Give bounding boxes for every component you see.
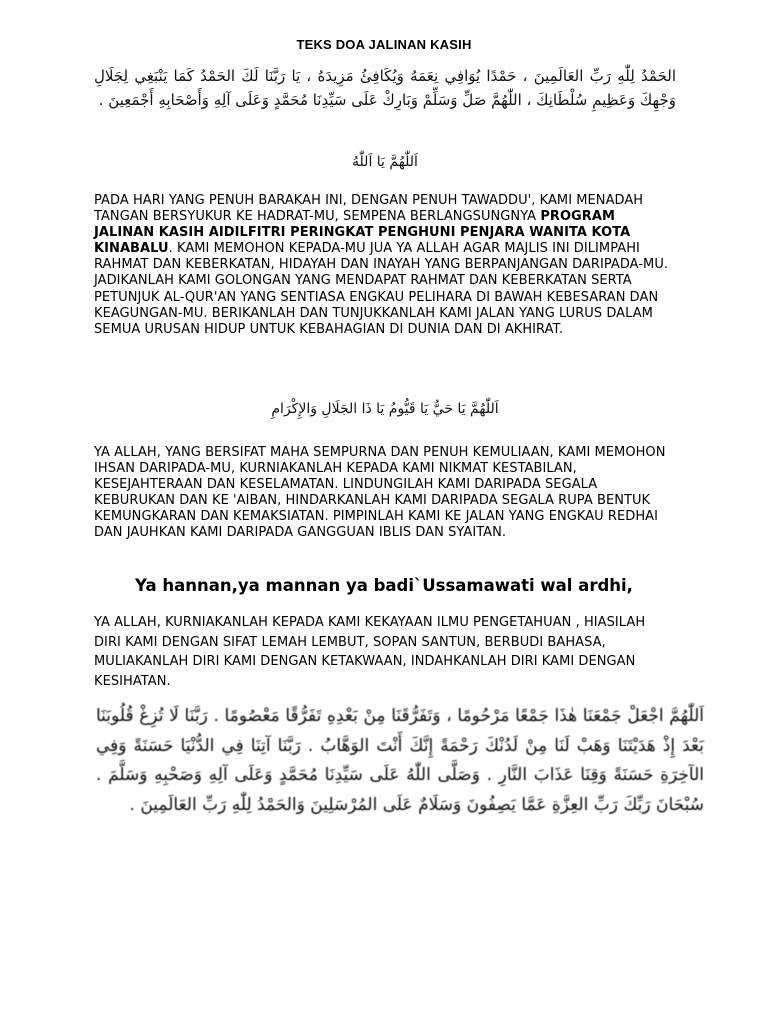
arabic-invocation-names: اَللّٰهُمَّ يَا حَيُّ يَا قَيُّومُ يَا ذَا الجَلَالِ وَالإِكْرَامِ [271, 401, 499, 417]
paragraph-knowledge: YA ALLAH, KURNIAKANLAH KEPADA KAMI KEKAYAAN ILMU PENGETAHUAN , HIASILAH DIRI KAMI DENGAN SIFAT LEMAH LEMBUT, SOPAN SANTUN, BERBUDI BAHASA, MULIAKANLAH DIRI KAMI DENGAN KETAKWAAN, INDAHKANLAH DIRI KAMI DENGAN KESIHATAN. [94, 615, 646, 689]
paragraph-gratitude-text-1: PADA HARI YANG PENUH BARAKAH INI, DENGAN PENUH TAWADDU', KAMI MENADAH TANGAN BERSYUKUR KE HADRAT-MU, SEMPENA BERLANGSUNGNYA [94, 193, 644, 225]
arabic-opening-praise: الحَمْدُ لِلّٰهِ رَبِّ العَالَمِينَ ، حَمْدًا يُوَافِي نِعَمَهُ وَيُكَافِئُ مَزِيدَهُ ، يَا رَبَّنَا لَكَ الحَمْدُ كَمَا يَنْبَغِي لِجَلَالِ وَجْهِكَ وَعَظِيمِ سُلْطَانِكَ ، اللّٰهُمَّ صَلِّ وَسَلِّمْ وَبَارِكْ عَلَى سَيِّدِنَا مُحَمَّدٍ وَعَلَى آلِهِ وَأَصْحَابِهِ أَجْمَعِينَ . [94, 67, 676, 109]
paragraph-protection: YA ALLAH, YANG BERSIFAT MAHA SEMPURNA DAN PENUH KEMULIAAN, KAMI MEMOHON IHSAN DARIPADA-MU, KURNIAKANLAH KEPADA KAMI NIKMAT KESTABILAN, KESEJAHTERAAN DAN KESELAMATAN. LINDUNGILAH KAMI DARIPADA SEGALA KEBURUKAN DAN KE 'AIBAN, HINDARKANLAH KAMI DARIPADA SEGALA RUPA BENTUK KEMUNGKARAN DAN KEMAKSIATAN. PIMPINLAH KAMI KE JALAN YANG ENGKAU REDHAI DAN JAUHKAN KAMI DARIPADA GANGGUAN IBLIS DAN SYAITAN. [94, 445, 666, 541]
program-name: PROGRAM JALINAN KASIH AIDILFITRI PERINGKAT PENGHUNI PENJARA WANITA KOTA KINABALU [94, 209, 631, 257]
arabic-invocation: اَللّٰهُمَّ يَا اَللّٰهُ [352, 154, 418, 170]
paragraph-gratitude [94, 193, 674, 338]
arabic-closing-prayer: اَللّٰهُمَّ اجْعَلْ جَمْعَنَا هٰذَا جَمْعًا مَرْحُومًا ، وَتَفَرُّقَنَا مِنْ بَعْدِهِ تَفَرُّقًا مَعْصُومًا . رَبَّنَا لَا تُزِغْ قُلُوبَنَا بَعْدَ إِذْ هَدَيْتَنَا وَهَبْ لَنَا مِنْ لَدُنْكَ رَحْمَةً إِنَّكَ أَنْتَ الوَهَّابُ . رَبَّنَا آتِنَا فِي الدُّنْيَا حَسَنَةً وَفِي الآخِرَةِ حَسَنَةً وَقِنَا عَذَابَ النَّارِ . وَصَلَّى اللّٰهُ عَلَى سَيِّدِنَا مُحَمَّدٍ وَعَلَى آلِهِ وَصَحْبِهِ وَسَلَّمَ . سُبْحَانَ رَبِّكَ رَبِّ العِزَّةِ عَمَّا يَصِفُونَ وَسَلَامٌ عَلَى المُرْسَلِينَ وَالحَمْدُ لِلّٰهِ رَبِّ العَالَمِينَ . [96, 706, 704, 815]
document-title: TEKS DOA JALINAN KASIH [296, 37, 472, 52]
paragraph-gratitude-text-2: . KAMI MEMOHON KEPADA-MU JUA YA ALLAH AGAR MAJLIS INI DILIMPAHI RAHMAT DAN KEBERKATAN, HIDAYAH DAN INAYAH YANG BERPANJANGAN DARIPADA-MU. JADIKANLAH KAMI GOLONGAN YANG MENDAPAT RAHMAT DAN KEBERKATAN SERTA PETUNJUK AL-QUR'AN YANG SENTIASA ENGKAU PELIHARA DI BAWAH KEBESARAN DAN KEAGUNGAN-MU. BERIKANLAH DAN TUNJUKKANLAH KAMI JALAN YANG LURUS DALAM SEMUA URUSAN HIDUP UNTUK KEBAHAGIAN DI DUNIA DAN DI AKHIRAT. [94, 241, 669, 337]
romanized-invocation: Ya hannan,ya mannan ya badi`Ussamawati wal ardhi, [135, 576, 633, 595]
